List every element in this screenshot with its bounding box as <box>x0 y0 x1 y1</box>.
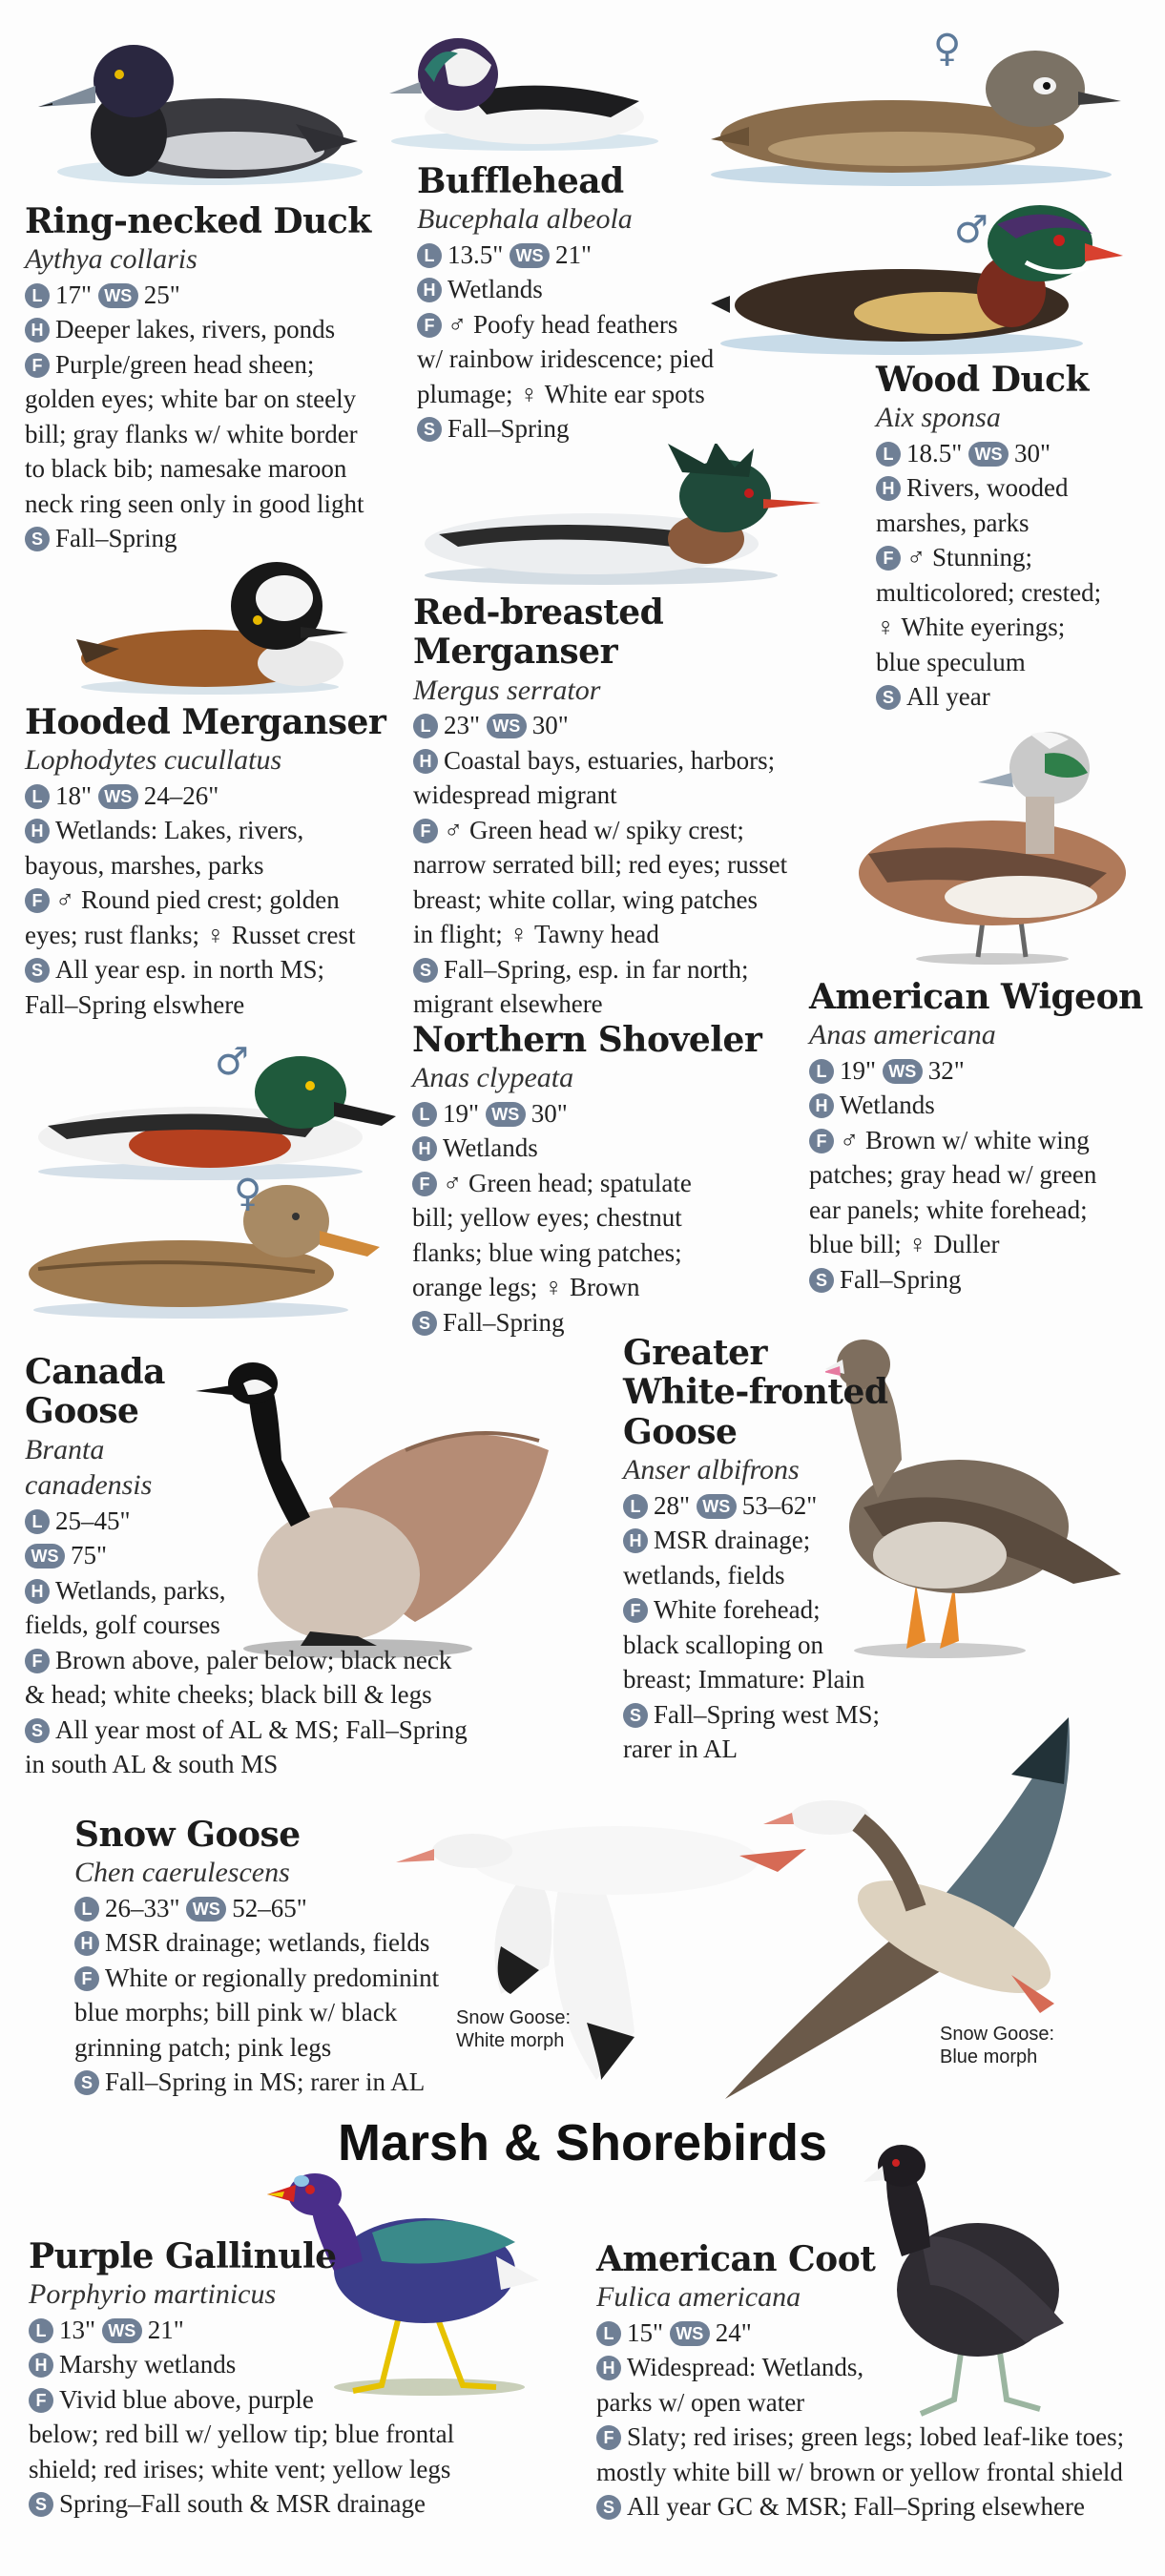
species-name: Wood Duck <box>876 360 1089 400</box>
season-text: Fall–Spring in MS; rarer in AL <box>105 2067 426 2097</box>
length-line <box>25 1504 502 1539</box>
wingspan-value: 21" <box>147 2315 184 2344</box>
length-value: 18" <box>55 780 93 810</box>
hooded-merganser-entry <box>25 703 406 1022</box>
field-marks-line <box>413 813 862 848</box>
habitat-badge-icon: H <box>25 318 50 343</box>
wingspan-badge-icon: WS <box>883 1059 923 1084</box>
field-marks-text: blue speculum <box>876 647 1026 676</box>
habitat-line <box>596 2350 1159 2385</box>
american-wigeon-illustration <box>830 730 1131 968</box>
habitat-line <box>417 272 722 307</box>
field-marks-text: plumage; <box>417 379 513 408</box>
habitat-text: widespread migrant <box>413 780 617 810</box>
season-text: Fall–Spring elswhere <box>25 989 245 1019</box>
season-text: rarer in AL <box>623 1735 738 1764</box>
season-badge-icon: S <box>623 1703 648 1728</box>
season-badge-icon: S <box>876 685 901 710</box>
length-value: 19" <box>840 1055 877 1085</box>
snow-goose-blue-caption <box>940 2023 1054 2068</box>
scientific-name: Chen caerulescens <box>74 1857 290 1889</box>
habitat-badge-icon: H <box>413 749 438 774</box>
habitat-line <box>876 470 1153 506</box>
male-symbol-icon: ♂ <box>55 885 75 915</box>
field-marks-text: White eyerings; <box>901 613 1066 642</box>
field-marks-text: bill; gray flanks w/ white border <box>25 419 358 448</box>
scientific-name: Bucephala albeola <box>417 203 633 236</box>
female-symbol-icon: ♀ <box>234 1172 262 1215</box>
field-marks-text: Tawny head <box>534 920 659 949</box>
habitat-text: Wetlands, parks, <box>55 1575 226 1605</box>
habitat-text: Wetlands: Lakes, rivers, <box>55 816 304 845</box>
season-line <box>623 1697 909 1733</box>
scientific-name: Porphyrio martinicus <box>29 2278 277 2311</box>
male-symbol-icon: ♂ <box>840 1125 860 1154</box>
wingspan-value: 75" <box>71 1541 108 1570</box>
purple-gallinule-entry <box>29 2237 563 2522</box>
season-line <box>29 2486 563 2522</box>
field-marks-line <box>412 1166 784 1201</box>
caption-line: Snow Goose: <box>940 2024 1055 2045</box>
size-line <box>412 1096 784 1132</box>
caption-line: Blue morph <box>940 2046 1038 2067</box>
species-name: American Coot <box>596 2239 876 2279</box>
season-badge-icon: S <box>74 2070 99 2095</box>
season-line <box>876 679 1153 715</box>
male-symbol-icon: ♂ <box>906 543 926 572</box>
season-text: All year esp. in north MS; <box>55 955 324 985</box>
field-marks-text: mostly white bill w/ brown or yellow frontal shield <box>596 2457 1123 2486</box>
female-symbol-icon: ♀ <box>543 1273 564 1302</box>
length-badge-icon: L <box>809 1059 834 1084</box>
northern-shoveler-male-illustration <box>29 1049 396 1183</box>
season-badge-icon: S <box>413 958 438 983</box>
length-badge-icon: L <box>876 442 901 467</box>
wingspan-badge-icon: WS <box>670 2321 710 2346</box>
field-marks-text: eyes; rust flanks; <box>25 920 199 949</box>
season-line <box>25 521 406 556</box>
field-marks-badge-icon: F <box>25 1649 50 1673</box>
wingspan-value: 30" <box>1014 438 1051 467</box>
season-text: Fall–Spring <box>55 524 177 553</box>
habitat-line <box>25 813 406 848</box>
red-breasted-merganser-illustration <box>420 444 825 587</box>
wingspan-badge-icon: WS <box>510 243 550 268</box>
size-line <box>25 779 406 814</box>
field-marks-badge-icon: F <box>623 1598 648 1623</box>
section-title: Marsh & Shorebirds <box>337 2114 828 2171</box>
wingspan-badge-icon: WS <box>102 2318 142 2343</box>
species-name: Canada <box>25 1352 165 1392</box>
species-name: Snow Goose <box>74 1815 301 1855</box>
habitat-line <box>25 1573 502 1609</box>
scientific-name: Aythya collaris <box>25 243 198 276</box>
size-line <box>623 1488 909 1524</box>
size-line <box>876 436 1153 471</box>
species-name: Bufflehead <box>417 161 624 201</box>
field-marks-badge-icon: F <box>412 1172 437 1196</box>
habitat-line <box>412 1131 784 1166</box>
season-text: Fall–Spring <box>447 414 570 444</box>
season-badge-icon: S <box>596 2495 621 2520</box>
season-text: Fall–Spring <box>840 1264 962 1294</box>
species-name: Red-breasted Merganser <box>413 592 664 673</box>
ring-necked-duck-illustration <box>29 29 363 191</box>
wingspan-value: 24–26" <box>143 780 219 810</box>
length-badge-icon: L <box>412 1102 437 1127</box>
field-marks-line <box>809 1227 1153 1262</box>
species-name: White-fronted <box>623 1372 888 1413</box>
field-marks-line <box>25 918 406 953</box>
field-marks-line <box>623 1592 909 1628</box>
field-marks-text: Vivid blue above, purple <box>59 2384 314 2414</box>
field-marks-text: multicolored; crested; <box>876 577 1102 607</box>
length-value: 17" <box>55 280 93 309</box>
size-line <box>25 278 406 313</box>
field-marks-text: Purple/green head sheen; <box>55 349 315 379</box>
habitat-badge-icon: H <box>74 1931 99 1956</box>
wingspan-value: 30" <box>531 711 569 740</box>
male-symbol-icon: ♂ <box>443 1168 463 1197</box>
wingspan-value: 53–62" <box>741 1490 818 1520</box>
season-text: migrant elsewhere <box>413 989 603 1019</box>
field-marks-text: neck ring seen only in good light <box>25 488 364 518</box>
scientific-name: Mergus serrator <box>413 674 601 706</box>
size-line <box>809 1053 1153 1089</box>
snow-goose-entry <box>74 1816 475 2100</box>
field-marks-text: golden eyes; white bar on steely <box>25 384 357 414</box>
size-line <box>74 1891 475 1926</box>
habitat-badge-icon: H <box>623 1528 648 1553</box>
length-value: 25–45" <box>55 1506 131 1535</box>
canada-goose-entry <box>25 1353 502 1782</box>
habitat-badge-icon: H <box>25 819 50 843</box>
field-marks-text: breast; Immature: Plain <box>623 1665 865 1694</box>
field-marks-text: bill; yellow eyes; chestnut <box>412 1203 682 1233</box>
size-line <box>29 2313 563 2348</box>
caption-line: White morph <box>456 2030 565 2051</box>
season-line <box>413 952 862 987</box>
season-badge-icon: S <box>412 1311 437 1336</box>
female-symbol-icon: ♀ <box>876 613 896 642</box>
habitat-line <box>25 312 406 347</box>
wingspan-value: 21" <box>555 239 593 269</box>
male-symbol-icon: ♂ <box>444 815 464 844</box>
ring-necked-duck-entry <box>25 202 406 556</box>
red-breasted-merganser-entry <box>413 593 862 1022</box>
northern-shoveler-entry <box>412 1021 784 1340</box>
field-marks-line <box>417 377 722 412</box>
field-marks-text: Brown <box>569 1273 640 1302</box>
season-line <box>74 2065 475 2100</box>
scientific-name: Anser albifrons <box>623 1454 800 1486</box>
length-value: 18.5" <box>906 438 963 467</box>
female-symbol-icon: ♀ <box>933 27 962 71</box>
length-badge-icon: L <box>25 283 50 308</box>
habitat-line <box>623 1523 909 1558</box>
season-text: in south AL & south MS <box>25 1750 279 1779</box>
habitat-text: MSR drainage; <box>654 1526 811 1555</box>
field-marks-line <box>417 307 722 343</box>
length-badge-icon: L <box>596 2321 621 2346</box>
wingspan-badge-icon: WS <box>25 1544 65 1568</box>
field-marks-text: flanks; blue wing patches; <box>412 1237 682 1267</box>
habitat-text: marshes, parks <box>876 508 1030 537</box>
field-marks-text: Stunning; <box>932 543 1033 572</box>
length-value: 13.5" <box>447 239 504 269</box>
habitat-badge-icon: H <box>596 2356 621 2380</box>
length-value: 28" <box>654 1490 691 1520</box>
bufflehead-entry <box>417 162 722 447</box>
season-line <box>25 1713 502 1748</box>
field-marks-text: to black bib; namesake maroon <box>25 454 347 484</box>
length-value: 26–33" <box>105 1893 180 1922</box>
field-marks-text: White or regionally predominint <box>105 1963 440 1992</box>
season-text: Fall–Spring west MS; <box>654 1699 881 1729</box>
wingspan-badge-icon: WS <box>486 1102 526 1127</box>
length-badge-icon: L <box>25 784 50 809</box>
field-marks-text: Green head w/ spiky crest; <box>469 815 744 844</box>
size-line <box>413 708 862 743</box>
length-value: 13" <box>59 2315 96 2344</box>
scientific-name: Anas americana <box>809 1019 996 1051</box>
field-marks-text: Brown above, paler below; black neck <box>55 1645 452 1674</box>
field-marks-line <box>25 1643 502 1678</box>
field-marks-badge-icon: F <box>417 313 442 338</box>
species-name: Purple Gallinule <box>29 2236 337 2276</box>
species-name: American Wigeon <box>809 977 1143 1017</box>
habitat-text: Deeper lakes, rivers, ponds <box>55 315 336 344</box>
habitat-text: wetlands, fields <box>623 1560 785 1589</box>
field-marks-badge-icon: F <box>596 2425 621 2450</box>
american-coot-entry <box>596 2240 1159 2524</box>
length-badge-icon: L <box>413 714 438 738</box>
scientific-name: canadensis <box>25 1469 153 1502</box>
wood-duck-male-illustration <box>711 191 1126 358</box>
season-badge-icon: S <box>25 527 50 551</box>
species-name: Goose <box>25 1391 139 1432</box>
field-marks-text: Poofy head feathers <box>473 309 678 339</box>
hooded-merganser-illustration <box>76 558 353 696</box>
field-marks-badge-icon: F <box>29 2388 53 2413</box>
female-symbol-icon: ♀ <box>519 379 539 408</box>
field-marks-text: White ear spots <box>544 379 705 408</box>
wingspan-badge-icon: WS <box>186 1897 226 1922</box>
habitat-line <box>29 2347 563 2382</box>
field-marks-text: narrow serrated bill; red eyes; russet <box>413 850 788 880</box>
wingspan-badge-icon: WS <box>697 1494 737 1519</box>
white-fronted-goose-entry <box>623 1334 909 1767</box>
field-marks-text: black scalloping on <box>623 1630 823 1659</box>
length-value: 15" <box>627 2317 664 2347</box>
field-marks-line <box>25 883 406 918</box>
field-marks-text: blue bill; <box>809 1230 902 1259</box>
wingspan-value: 32" <box>927 1055 965 1085</box>
season-text: Spring–Fall south & MSR drainage <box>59 2489 426 2519</box>
habitat-badge-icon: H <box>25 1579 50 1604</box>
wingspan-value: 24" <box>715 2317 752 2347</box>
field-marks-line <box>876 540 1153 575</box>
scientific-name: Aix sponsa <box>876 402 1001 434</box>
habitat-text: fields, golf courses <box>25 1610 220 1640</box>
length-value: 19" <box>443 1098 480 1128</box>
bufflehead-illustration <box>382 27 658 156</box>
wingspan-badge-icon: WS <box>968 442 1009 467</box>
habitat-badge-icon: H <box>29 2353 53 2378</box>
field-marks-line <box>412 1270 784 1305</box>
season-badge-icon: S <box>417 417 442 442</box>
length-badge-icon: L <box>74 1897 99 1922</box>
field-marks-text: Slaty; red irises; green legs; lobed leaf-like toes; <box>627 2422 1125 2452</box>
caption-line: Snow Goose: <box>456 2007 572 2028</box>
field-marks-text: Duller <box>933 1230 1000 1259</box>
field-marks-text: Russet crest <box>231 920 356 949</box>
american-wigeon-entry <box>809 978 1153 1297</box>
field-marks-text: patches; gray head w/ green <box>809 1160 1097 1190</box>
field-marks-line <box>74 1961 475 1996</box>
season-badge-icon: S <box>29 2492 53 2517</box>
female-symbol-icon: ♀ <box>907 1230 927 1259</box>
field-marks-badge-icon: F <box>413 819 438 843</box>
size-line <box>596 2316 1159 2351</box>
field-marks-text: Brown w/ white wing <box>865 1125 1090 1154</box>
season-line <box>417 411 722 447</box>
northern-shoveler-female-illustration <box>29 1178 382 1321</box>
season-badge-icon: S <box>809 1268 834 1293</box>
field-marks-text: below; red bill w/ yellow tip; blue frontal <box>29 2420 455 2449</box>
habitat-line <box>413 743 862 779</box>
season-text: All year most of AL & MS; Fall–Spring <box>55 1714 468 1744</box>
field-marks-text: orange legs; <box>412 1273 538 1302</box>
season-badge-icon: S <box>25 1718 50 1743</box>
male-symbol-icon: ♂ <box>954 208 988 252</box>
habitat-text: Wetlands <box>447 275 543 304</box>
male-symbol-icon: ♂ <box>447 309 468 339</box>
scientific-name: Fulica americana <box>596 2281 801 2314</box>
habitat-badge-icon: H <box>412 1136 437 1161</box>
habitat-badge-icon: H <box>876 476 901 501</box>
season-text: All year <box>906 682 990 712</box>
season-text: All year GC & MSR; Fall–Spring elsewhere <box>627 2492 1085 2522</box>
wingspan-value: 25" <box>143 280 180 309</box>
habitat-text: Marshy wetlands <box>59 2350 237 2379</box>
field-marks-line <box>809 1123 1153 1158</box>
field-marks-text: breast; white collar, wing patches <box>413 884 759 914</box>
field-marks-badge-icon: F <box>25 888 50 913</box>
species-name: Hooded Merganser <box>25 702 386 742</box>
wingspan-badge-icon: WS <box>98 784 138 809</box>
season-line <box>596 2489 1159 2524</box>
male-symbol-icon: ♂ <box>215 1040 249 1084</box>
species-name: Greater <box>623 1333 767 1373</box>
species-name: Ring-necked Duck <box>25 201 371 241</box>
female-symbol-icon: ♀ <box>205 920 225 949</box>
wood-duck-entry <box>876 361 1153 715</box>
wingspan-badge-icon: WS <box>98 283 138 308</box>
field-marks-line <box>29 2382 563 2418</box>
habitat-text: bayous, marshes, parks <box>25 850 264 880</box>
length-badge-icon: L <box>623 1494 648 1519</box>
length-badge-icon: L <box>29 2318 53 2343</box>
habitat-text: Widespread: Wetlands, <box>627 2353 864 2382</box>
habitat-badge-icon: H <box>417 278 442 302</box>
field-marks-text: shield; red irises; white vent; yellow legs <box>29 2454 451 2483</box>
wingspan-value: 30" <box>530 1098 568 1128</box>
size-line <box>417 238 722 273</box>
scientific-name: Anas clypeata <box>412 1062 574 1094</box>
field-marks-line <box>25 347 406 383</box>
female-symbol-icon: ♀ <box>509 920 529 949</box>
field-marks-line <box>413 917 862 952</box>
habitat-text: Wetlands <box>443 1133 538 1163</box>
scientific-name: Lophodytes cucullatus <box>25 744 282 777</box>
season-line <box>809 1262 1153 1298</box>
field-marks-text: Round pied crest; golden <box>81 885 340 915</box>
habitat-text: parks w/ open water <box>596 2387 805 2417</box>
field-marks-badge-icon: F <box>876 546 901 571</box>
field-marks-text: blue morphs; bill pink w/ black <box>74 1998 398 2027</box>
season-text: Fall–Spring, esp. in far north; <box>444 954 749 984</box>
field-marks-badge-icon: F <box>25 353 50 378</box>
habitat-line <box>809 1088 1153 1123</box>
field-marks-text: w/ rainbow iridescence; pied <box>417 344 715 374</box>
field-marks-text: ear panels; white forehead; <box>809 1195 1088 1224</box>
habitat-text: Rivers, wooded <box>906 473 1069 503</box>
field-marks-text: Green head; spatulate <box>468 1168 692 1197</box>
field-marks-text: in flight; <box>413 920 503 949</box>
species-name: Goose <box>623 1411 738 1452</box>
length-value: 23" <box>444 711 481 740</box>
wingspan-badge-icon: WS <box>487 714 527 738</box>
field-marks-text: grinning patch; pink legs <box>74 2032 332 2062</box>
length-badge-icon: L <box>25 1509 50 1534</box>
habitat-text: Coastal bays, estuaries, harbors; <box>444 745 776 775</box>
habitat-badge-icon: H <box>809 1093 834 1118</box>
field-marks-line <box>876 610 1153 645</box>
scientific-name: Branta <box>25 1433 105 1465</box>
field-marks-badge-icon: F <box>74 1966 99 1991</box>
habitat-text: MSR drainage; wetlands, fields <box>105 1928 430 1958</box>
species-name: Northern Shoveler <box>412 1020 762 1060</box>
length-badge-icon: L <box>417 243 442 268</box>
field-marks-text: White forehead; <box>654 1595 821 1625</box>
field-marks-text: & head; white cheeks; black bill & legs <box>25 1680 432 1710</box>
habitat-text: Wetlands <box>840 1091 935 1120</box>
field-marks-line <box>596 2420 1159 2455</box>
habitat-line <box>74 1925 475 1961</box>
season-badge-icon: S <box>25 958 50 983</box>
wood-duck-female-illustration <box>711 36 1126 189</box>
season-text: Fall–Spring <box>443 1307 565 1337</box>
wingspan-line <box>25 1538 502 1573</box>
season-line <box>25 952 406 987</box>
wingspan-value: 52–65" <box>232 1893 307 1922</box>
field-marks-badge-icon: F <box>809 1129 834 1153</box>
